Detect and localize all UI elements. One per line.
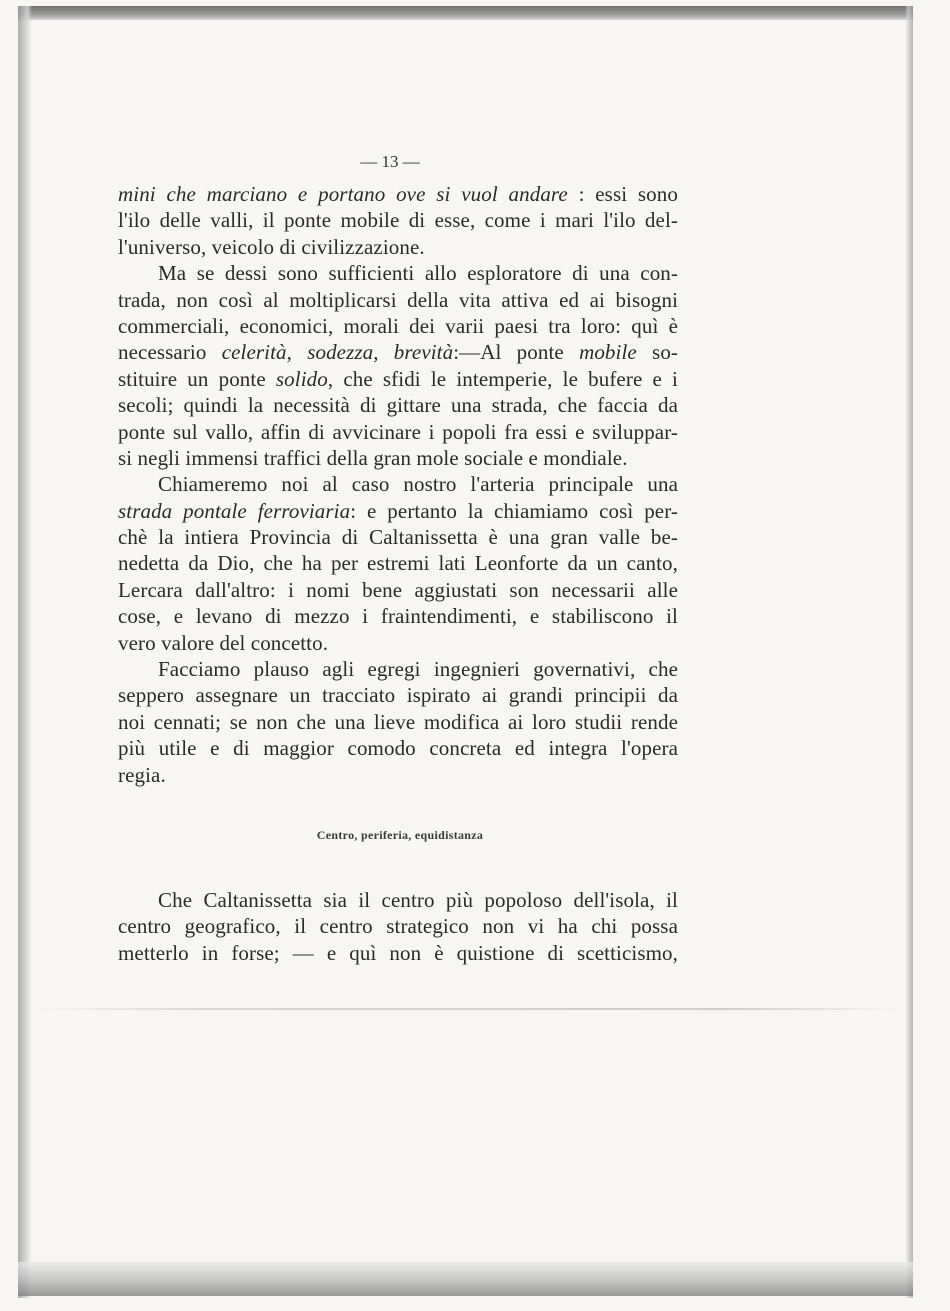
text-run: Che Caltanissetta sia il centro più popoloso dell'isola, il: [158, 888, 678, 912]
text-line: [118, 498, 678, 524]
text-run: , che sfidi le intemperie, le bufere e i: [327, 366, 678, 391]
text-line: [118, 887, 678, 913]
scan-left-edge: [18, 6, 32, 1298]
text-run: Lercara dall'altro: i nomi bene aggiustati son necessarii alle: [118, 577, 678, 602]
text-line: [118, 392, 678, 418]
text-run: : essi sono: [567, 182, 678, 206]
text-run: vero valore del concetto.: [118, 630, 329, 655]
text-line: [118, 603, 678, 629]
paragraph: [118, 656, 678, 788]
text-run: l'ilo delle valli, il ponte mobile di esse, come i mari l'ilo del-: [118, 208, 678, 233]
text-line: [118, 313, 678, 339]
text-line: [118, 682, 678, 708]
text-run: secoli; quindi la necessità di gittare una strada, che faccia da: [118, 393, 678, 418]
text-run: cose, e levano di mezzo i fraintendimenti, e stabiliscono il: [118, 604, 678, 629]
text-line: [118, 419, 678, 445]
section-heading: Centro, periferia, equidistanza: [316, 828, 484, 842]
paragraph: [118, 471, 678, 656]
text-run: l'universo, veicolo di civilizzazione.: [118, 234, 425, 259]
body-text: [118, 181, 678, 788]
italic-text: celerità, sodezza, brevità: [221, 340, 454, 365]
text-line: [118, 260, 678, 286]
italic-text: mini che marciano e portano ove si vuol andare: [118, 182, 568, 206]
text-line: [118, 709, 678, 735]
text-line: [118, 181, 678, 207]
text-run: stituire un ponte: [118, 366, 276, 391]
text-line: [118, 339, 678, 365]
text-line: [118, 940, 678, 966]
body-text-continued: [118, 887, 678, 966]
paragraph: [118, 887, 678, 966]
text-run: ponte sul vallo, affin di avvicinare i popoli fra essi e sviluppar-: [118, 419, 678, 444]
paragraph: [118, 260, 678, 471]
italic-text: mobile: [579, 340, 637, 365]
text-line: [118, 524, 678, 550]
text-line: [118, 207, 678, 233]
text-run: nedetta da Dio, che ha per estremi lati Leonforte da un canto,: [118, 551, 678, 576]
text-run: trada, non così al moltiplicarsi della vita attiva ed ai bisogni: [118, 287, 678, 312]
text-line: [118, 445, 678, 471]
text-run: centro geografico, il centro strategico non vi ha chi possa: [118, 914, 678, 939]
text-line: [118, 550, 678, 576]
text-run: :—Al ponte: [453, 340, 580, 365]
text-run: più utile e di maggior comodo concreta ed integra l'opera: [118, 736, 678, 761]
text-line: [118, 287, 678, 313]
text-line: [118, 656, 678, 682]
text-run: metterlo in forse; — e quì non è quistione di scetticismo,: [118, 940, 678, 965]
text-run: commerciali, economici, morali dei varii paesi tra loro: quì è: [118, 313, 678, 338]
text-run: si negli immensi traffici della gran mole sociale e mondiale.: [118, 445, 628, 470]
text-run: regia.: [118, 762, 166, 787]
text-run: Chiameremo noi al caso nostro l'arteria principale una: [158, 472, 678, 497]
text-line: [118, 762, 678, 788]
text-line: [118, 234, 678, 260]
page-number: — 13 —: [360, 152, 420, 171]
text-line: [118, 366, 678, 392]
text-run: Ma se dessi sono sufficienti allo esploratore di una con-: [158, 261, 678, 286]
text-run: chè la intiera Provincia di Caltanissetta è una gran valle be-: [118, 525, 678, 550]
scan-bottom-shadow: [18, 1262, 913, 1296]
text-run: seppero assegnare un tracciato ispirato ai grandi principii da: [118, 683, 678, 708]
text-line: [118, 735, 678, 761]
text-run: necessario: [118, 340, 222, 365]
scan-fold-line: [32, 1008, 902, 1010]
text-run: : e pertanto la chiamiamo così per-: [350, 498, 678, 523]
scan-top-shadow: [18, 6, 913, 20]
text-run: so-: [636, 340, 679, 365]
paragraph: [118, 181, 678, 260]
text-line: [118, 630, 678, 656]
text-run: noi cennati; se non che una lieve modifica ai loro studii rende: [118, 709, 678, 734]
text-run: Facciamo plauso agli egregi ingegnieri governativi, che: [158, 657, 678, 682]
text-line: [118, 471, 678, 497]
text-line: [118, 577, 678, 603]
scan-right-edge: [905, 6, 913, 1298]
italic-text: solido: [275, 366, 328, 391]
text-line: [118, 913, 678, 939]
italic-text: strada pontale ferroviaria: [118, 498, 351, 523]
